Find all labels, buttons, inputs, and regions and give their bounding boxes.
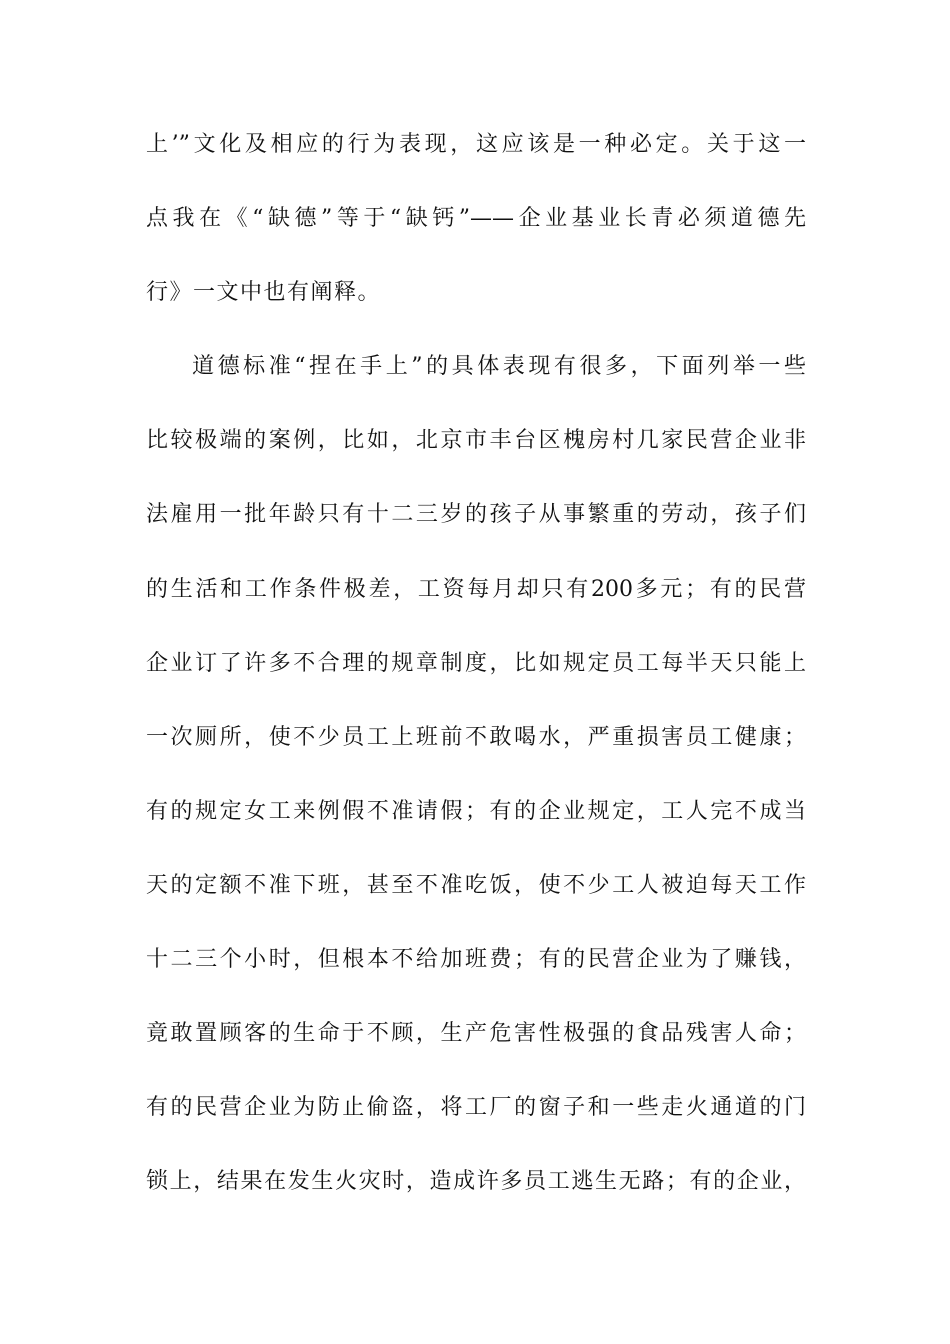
text-line: 行》一文中也有阐释。 [146,280,382,306]
text-line: 有的民营企业为防止偷盗，将工厂的窗子和一些走火通道的门 [146,1095,806,1121]
text-line: 十二三个小时，但根本不给加班费；有的民营企业为了赚钱， [146,947,806,973]
text-line: 锁上，结果在发生火灾时，造成许多员工逃生无路；有的企业， [146,1169,806,1195]
text-line: 上’”文化及相应的行为表现，这应该是一种必定。关于这一 [146,132,806,157]
text-line: 一次厕所，使不少员工上班前不敢喝水，严重损害员工健康； [146,724,806,750]
body-text [146,131,806,1242]
text-line: 的生活和工作条件极差，工资每月却只有200多元；有的民营 [146,576,806,602]
text-line: 竟敢置顾客的生命于不顾，生产危害性极强的食品残害人命； [146,1021,806,1047]
paragraph-first-line: 道德标准“捏在手上”的具体表现有很多，下面列举一些 [192,354,806,380]
text-line: 企业订了许多不合理的规章制度，比如规定员工每半天只能上 [146,650,806,676]
text-line: 法雇用一批年龄只有十二三岁的孩子从事繁重的劳动，孩子们 [146,502,806,528]
text-line: 天的定额不准下班，甚至不准吃饭，使不少工人被迫每天工作 [146,872,806,898]
text-line: 有的规定女工来例假不准请假；有的企业规定，工人完不成当 [146,798,806,824]
text-line: 比较极端的案例，比如，北京市丰台区槐房村几家民营企业非 [146,428,806,454]
text-line: 点我在《“缺德”等于“缺钙”——企业基业长青必须道德先 [146,206,806,232]
